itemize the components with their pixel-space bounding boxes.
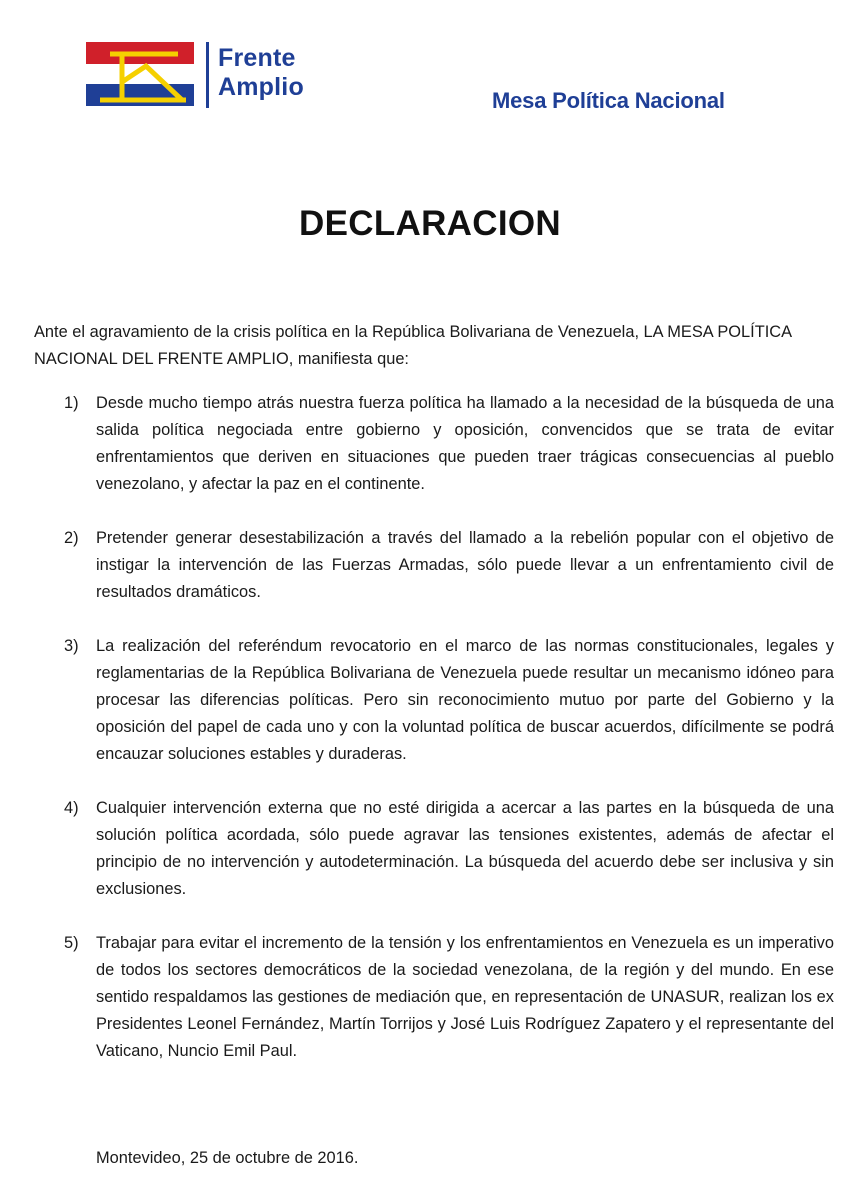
item-number: 1) <box>64 394 79 412</box>
frente-amplio-logo <box>86 42 326 110</box>
item-number: 2) <box>64 529 79 547</box>
emblem-icon <box>86 42 194 106</box>
item-number: 5) <box>64 934 79 952</box>
item-number: 4) <box>64 799 79 817</box>
mesa-politica-subtitle: Mesa Política Nacional <box>492 88 725 113</box>
logo-divider <box>206 42 209 108</box>
logo-wordmark <box>218 44 304 102</box>
closing-date: Montevideo, 25 de octubre de 2016. <box>96 1149 359 1167</box>
logo-line-frente: Frente <box>218 44 296 72</box>
item-text: La realización del referéndum revocatorio en el marco de las normas constitucionales, legales y reglamentarias de la República Bolivariana de Venezuela puede resultar un mecanismo idóneo para procesar las diferencias políticas. Pero sin reconocimiento mutuo por parte del Gobierno y la oposición del papel de cada uno y con la voluntad política de buscar acuerdos, difícilmente se podrá encauzar soluciones estables y duraderas. <box>96 637 834 763</box>
item-text: Cualquier intervención externa que no esté dirigida a acercar a las partes en la búsqueda de una solución política acordada, sólo puede agravar las tensiones existentes, además de afectar el principio de no intervención y autodeterminación. La búsqueda del acuerdo debe ser inclusiva y sin exclusiones. <box>96 799 834 898</box>
item-number: 3) <box>64 637 79 655</box>
item-text: Pretender generar desestabilización a través del llamado a la rebelión popular con el objetivo de instigar la intervención de las Fuerzas Armadas, sólo puede llevar a un enfrentamiento civil de resultados dramáticos. <box>96 529 834 601</box>
flag-emblem-icon <box>86 42 194 106</box>
logo-line-amplio: Amplio <box>218 73 304 101</box>
item-text: Desde mucho tiempo atrás nuestra fuerza política ha llamado a la necesidad de la búsqueda de una salida política negociada entre gobierno y oposición, convencidos que se trata de evitar enfrentamientos que deriven en situaciones que pueden traer trágicas consecuencias al pueblo venezolano, y afectar la paz en el continente. <box>96 394 834 493</box>
intro-paragraph: Ante el agravamiento de la crisis política en la República Bolivariana de Venezuela, LA MESA POLÍTICA NACIONAL DEL FRENTE AMPLIO, manifiesta que: <box>34 323 792 368</box>
item-text: Trabajar para evitar el incremento de la tensión y los enfrentamientos en Venezuela es un imperativo de todos los sectores democráticos de la sociedad venezolana, de la región y del mundo. En ese sentido respaldamos las gestiones de mediación que, en representación de UNASUR, realizan los ex Presidentes Leonel Fernández, Martín Torrijos y José Luis Rodríguez Zapatero y el representante del Vaticano, Nuncio Emil Paul. <box>96 934 834 1060</box>
page-title: DECLARACION <box>299 204 561 243</box>
